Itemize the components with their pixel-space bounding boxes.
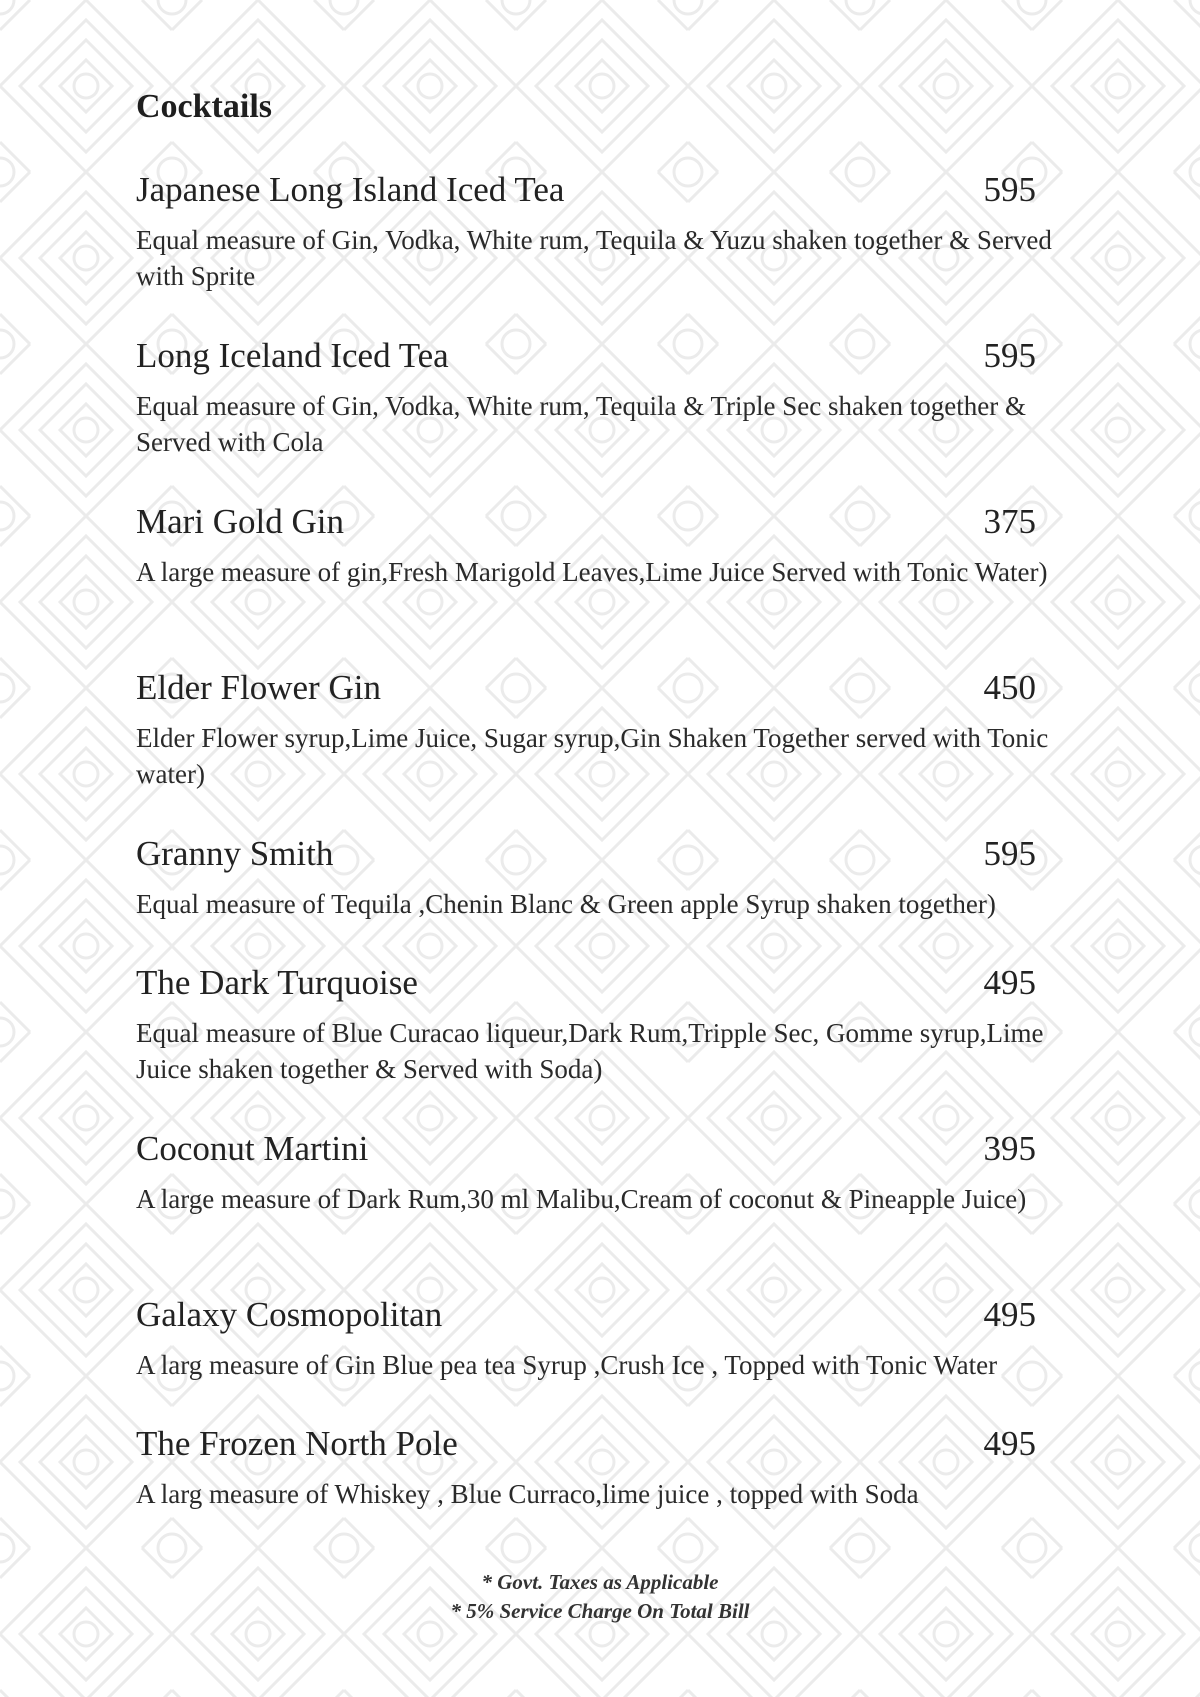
item-name: Japanese Long Island Iced Tea: [136, 170, 565, 209]
item-name: Elder Flower Gin: [136, 668, 381, 707]
item-name: Mari Gold Gin: [136, 502, 345, 541]
item-description: A larg measure of Whiskey , Blue Curraco,lime juice , topped with Soda: [136, 1479, 919, 1509]
item-price: 595: [983, 336, 1036, 375]
item-price: 495: [983, 1424, 1036, 1463]
item-price: 395: [983, 1129, 1036, 1168]
item-price: 375: [983, 502, 1036, 541]
item-description: A large measure of gin,Fresh Marigold Leaves,Lime Juice Served with Tonic Water): [136, 557, 1048, 587]
footnotes: [0, 1568, 1200, 1626]
menu-item: [136, 497, 1056, 663]
item-name: Granny Smith: [136, 834, 334, 873]
item-price: 595: [983, 170, 1036, 209]
menu-item: [136, 1419, 1056, 1548]
item-name: The Frozen North Pole: [136, 1424, 458, 1463]
item-price: 495: [983, 963, 1036, 1002]
service-charge-note: * 5% Service Charge On Total Bill: [450, 1599, 750, 1623]
item-description: Equal measure of Gin, Vodka, White rum, Tequila & Yuzu shaken together & Served with Sprite: [136, 225, 1052, 291]
item-name: The Dark Turquoise: [136, 963, 418, 1002]
menu-item: [136, 331, 1056, 497]
item-name: Long Iceland Iced Tea: [136, 336, 449, 375]
menu-item: [136, 165, 1056, 331]
item-description: Equal measure of Gin, Vodka, White rum, Tequila & Triple Sec shaken together & Served with Cola: [136, 391, 1026, 457]
item-description: Equal measure of Tequila ,Chenin Blanc & Green apple Syrup shaken together): [136, 889, 996, 919]
menu-item: [136, 663, 1056, 829]
item-description: Elder Flower syrup,Lime Juice, Sugar syrup,Gin Shaken Together served with Tonic water): [136, 723, 1049, 789]
taxes-note: * Govt. Taxes as Applicable: [481, 1570, 719, 1594]
item-description: A larg measure of Gin Blue pea tea Syrup ,Crush Ice , Topped with Tonic Water: [136, 1350, 998, 1380]
item-price: 595: [983, 834, 1036, 873]
item-name: Coconut Martini: [136, 1129, 369, 1168]
menu-item: [136, 1124, 1056, 1290]
menu-item: [136, 1290, 1056, 1419]
section-title: Cocktails: [136, 88, 272, 125]
menu-item: [136, 829, 1056, 958]
item-description: A large measure of Dark Rum,30 ml Malibu,Cream of coconut & Pineapple Juice): [136, 1184, 1027, 1214]
menu-item: [136, 958, 1056, 1124]
cocktail-list: [136, 165, 1056, 1548]
item-price: 495: [983, 1295, 1036, 1334]
item-description: Equal measure of Blue Curacao liqueur,Dark Rum,Tripple Sec, Gomme syrup,Lime Juice shaken together & Served with Soda): [136, 1018, 1044, 1084]
item-name: Galaxy Cosmopolitan: [136, 1295, 443, 1334]
item-price: 450: [983, 668, 1036, 707]
